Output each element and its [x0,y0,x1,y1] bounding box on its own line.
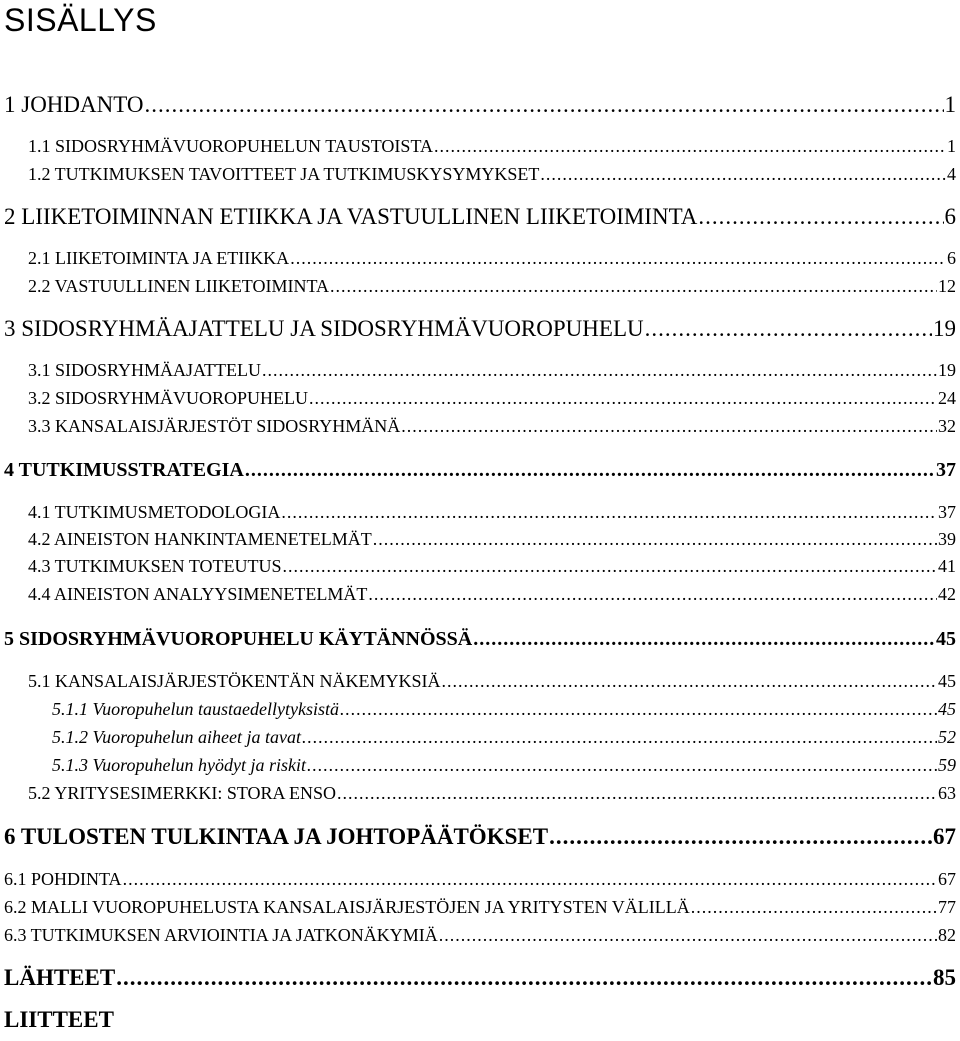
toc-entry-label: 2.1 LIIKETOIMINTA JA ETIIKKA [28,248,290,268]
dot-leader [540,162,946,186]
toc-entry-4-2[interactable] [28,527,956,551]
toc-entry-page: 41 [938,556,956,576]
dot-leader [307,753,937,777]
dot-leader [368,582,937,606]
dot-leader [340,697,937,721]
toc-entry-1[interactable] [4,91,956,119]
toc-entry-label: LÄHTEET [4,965,116,990]
toc-entry-label: 6.3 TUTKIMUKSEN ARVIOINTIA JA JATKONÄKYMIÄ [4,925,438,945]
dot-leader [698,203,943,231]
toc-entry-label: 6 TULOSTEN TULKINTAA JA JOHTOPÄÄTÖKSET [4,824,549,849]
toc-entry-4-1[interactable] [28,500,956,524]
toc-entry-page: 1 [944,92,956,117]
toc-entry-label: 4 TUTKIMUSSTRATEGIA [4,459,244,481]
toc-entry-page: 63 [938,783,956,803]
toc-entry-label: 5.1.1 Vuoropuhelun taustaedellytyksistä [52,699,339,719]
toc-entry-5-1-1[interactable] [52,697,956,721]
toc-entry-2-1[interactable] [28,246,956,270]
toc-entry-appendices[interactable] [4,1006,114,1034]
dot-leader [116,964,932,992]
toc-entry-page: 32 [938,416,956,436]
toc-entry-5[interactable] [4,625,956,653]
toc-entry-label: 6.2 MALLI VUOROPUHELUSTA KANSALAISJÄRJESTÖJEN JA YRITYSTEN VÄLILLÄ [4,897,690,917]
dot-leader [123,867,937,891]
toc-entry-page: 24 [938,388,956,408]
dot-leader [145,91,944,119]
toc-entry-5-1-2[interactable] [52,725,956,749]
dot-leader [549,823,932,851]
toc-entry-5-2[interactable] [28,781,956,805]
toc-entry-label: 5.1.3 Vuoropuhelun hyödyt ja riskit [52,755,306,775]
toc-entry-label: 4.4 AINEISTON ANALYYSIMENETELMÄT [28,584,368,604]
toc-entry-6-3[interactable] [4,923,956,947]
dot-leader [473,625,935,653]
toc-entry-page: 45 [938,671,956,691]
toc-entry-label: 5.1 KANSALAISJÄRJESTÖKENTÄN NÄKEMYKSIÄ [28,671,441,691]
dot-leader [337,781,937,805]
dot-leader [309,386,937,410]
toc-entry-label: 3.3 KANSALAISJÄRJESTÖT SIDOSRYHMÄNÄ [28,416,401,436]
toc-entry-6-2[interactable] [4,895,956,919]
toc-entry-page: 67 [933,824,956,849]
toc-entry-page: 19 [938,360,956,380]
toc-entry-label: 4.1 TUTKIMUSMETODOLOGIA [28,502,281,522]
toc-entry-label: 1 JOHDANTO [4,92,144,117]
dot-leader [330,274,937,298]
toc-entry-4[interactable] [4,456,956,484]
toc-entry-page: 42 [938,584,956,604]
toc-entry-page: 6 [944,204,956,229]
toc-entry-page: 37 [938,502,956,522]
dot-leader [262,358,937,382]
toc-entry-label: 5.1.2 Vuoropuhelun aiheet ja tavat [52,727,301,747]
toc-entry-page: 67 [938,869,956,889]
dot-leader [439,923,937,947]
toc-entry-label: LIITTEET [4,1007,114,1032]
toc-entry-label: 6.1 POHDINTA [4,869,122,889]
toc-entry-3-1[interactable] [28,358,956,382]
toc-entry-page: 39 [938,529,956,549]
toc-entry-label: 5.2 YRITYSESIMERKKI: STORA ENSO [28,783,337,803]
toc-entry-label: 3.1 SIDOSRYHMÄAJATTELU [28,360,262,380]
toc-entry-page: 19 [933,316,956,341]
toc-entry-2[interactable] [4,203,956,231]
toc-entry-1-2[interactable] [28,162,956,186]
dot-leader [290,246,946,270]
toc-entry-3-2[interactable] [28,386,956,410]
toc-entry-label: 4.2 AINEISTON HANKINTAMENETELMÄT [28,529,372,549]
toc-entry-label: 2.2 VASTUULLINEN LIIKETOIMINTA [28,276,330,296]
toc-entry-3[interactable] [4,315,956,343]
toc-entry-page: 6 [947,248,956,268]
page-title: SISÄLLYS [4,2,157,38]
toc-entry-label: 3.2 SIDOSRYHMÄVUOROPUHELU [28,388,309,408]
toc-entry-4-3[interactable] [28,554,956,578]
toc-entry-page: 82 [938,925,956,945]
toc-entry-3-3[interactable] [28,414,956,438]
toc-entry-page: 45 [936,628,956,650]
toc-entry-label: 2 LIIKETOIMINNAN ETIIKKA JA VASTUULLINEN LIIKETOIMINTA [4,204,698,229]
toc-entry-page: 1 [947,136,956,156]
toc-entry-1-1[interactable] [28,134,956,158]
dot-leader [442,669,937,693]
dot-leader [283,554,937,578]
toc-entry-page: 12 [938,276,956,296]
toc-entry-6[interactable] [4,823,956,851]
toc-entry-label: 3 SIDOSRYHMÄAJATTELU JA SIDOSRYHMÄVUOROPUHELU [4,316,644,341]
dot-leader [401,414,937,438]
toc-entry-2-2[interactable] [28,274,956,298]
toc-entry-label: 5 SIDOSRYHMÄVUOROPUHELU KÄYTÄNNÖSSÄ [4,628,473,650]
toc-entry-page: 4 [947,164,956,184]
toc-entry-page: 52 [938,727,956,747]
toc-entry-page: 37 [936,459,956,481]
toc-entry-page: 85 [933,965,956,990]
toc-entry-4-4[interactable] [28,582,956,606]
toc-entry-5-1[interactable] [28,669,956,693]
toc-entry-5-1-3[interactable] [52,753,956,777]
toc-entry-label: 1.1 SIDOSRYHMÄVUOROPUHELUN TAUSTOISTA [28,136,433,156]
toc-entry-page: 45 [938,699,956,719]
dot-leader [691,895,937,919]
toc-entry-page: 59 [938,755,956,775]
dot-leader [302,725,937,749]
dot-leader [434,134,946,158]
toc-entry-label: 4.3 TUTKIMUKSEN TOTEUTUS [28,556,282,576]
dot-leader [373,527,937,551]
dot-leader [245,456,935,484]
toc-entry-label: 1.2 TUTKIMUKSEN TAVOITTEET JA TUTKIMUSKYSYMYKSET [28,164,540,184]
toc-entry-references[interactable] [4,964,956,992]
toc-entry-6-1[interactable] [4,867,956,891]
toc-entry-page: 77 [938,897,956,917]
dot-leader [645,315,932,343]
dot-leader [281,500,937,524]
